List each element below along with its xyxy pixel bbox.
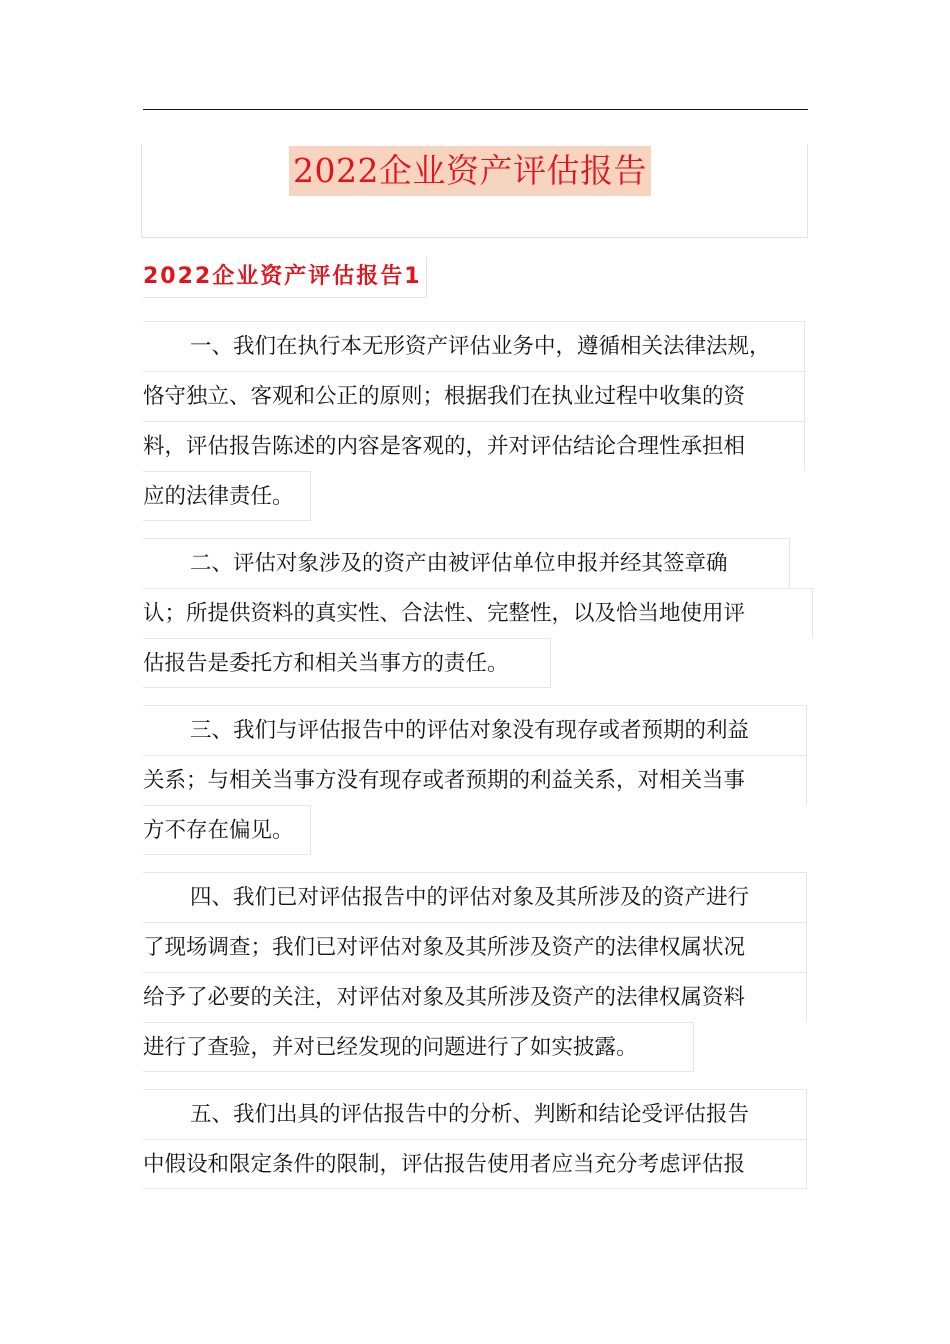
paragraph-line: 关系；与相关当事方没有现存或者预期的利益关系，对相关当事 xyxy=(143,755,807,805)
paragraph-line: 四、我们已对评估报告中的评估对象及其所涉及的资产进行 xyxy=(143,872,807,922)
paragraph-2 xyxy=(143,538,813,688)
paragraph-line: 二、评估对象涉及的资产由被评估单位申报并经其签章确 xyxy=(143,538,790,588)
header-rule xyxy=(143,109,808,110)
paragraph-line: 五、我们出具的评估报告中的分析、判断和结论受评估报告 xyxy=(143,1089,807,1139)
paragraph-3 xyxy=(143,705,813,855)
paragraph-line: 认；所提供资料的真实性、合法性、完整性，以及恰当地使用评 xyxy=(143,588,813,638)
paragraph-line: 中假设和限定条件的限制，评估报告使用者应当充分考虑评估报 xyxy=(143,1139,807,1189)
paragraph-5 xyxy=(143,1089,813,1189)
paragraph-line: 一、我们在执行本无形资产评估业务中，遵循相关法律法规， xyxy=(143,321,805,371)
paragraph-line: 三、我们与评估报告中的评估对象没有现存或者预期的利益 xyxy=(143,705,807,755)
section-heading: 2022企业资产评估报告1 xyxy=(143,257,427,298)
paragraph-1 xyxy=(143,321,813,521)
document-title: 2022企业资产评估报告 xyxy=(289,146,651,196)
paragraph-line: 应的法律责任。 xyxy=(143,471,311,521)
paragraph-line: 恪守独立、客观和公正的原则；根据我们在执业过程中收集的资 xyxy=(143,371,805,421)
paragraph-line: 料，评估报告陈述的内容是客观的，并对评估结论合理性承担相 xyxy=(143,421,805,471)
paragraph-line: 了现场调查；我们已对评估对象及其所涉及资产的法律权属状况 xyxy=(143,922,807,972)
paragraph-line: 进行了查验，并对已经发现的问题进行了如实披露。 xyxy=(143,1022,694,1072)
paragraph-line: 估报告是委托方和相关当事方的责任。 xyxy=(143,638,551,688)
paragraph-line: 方不存在偏见。 xyxy=(143,805,311,855)
paragraph-line: 给予了必要的关注，对评估对象及其所涉及资产的法律权属资料 xyxy=(143,972,807,1022)
paragraph-4 xyxy=(143,872,813,1072)
